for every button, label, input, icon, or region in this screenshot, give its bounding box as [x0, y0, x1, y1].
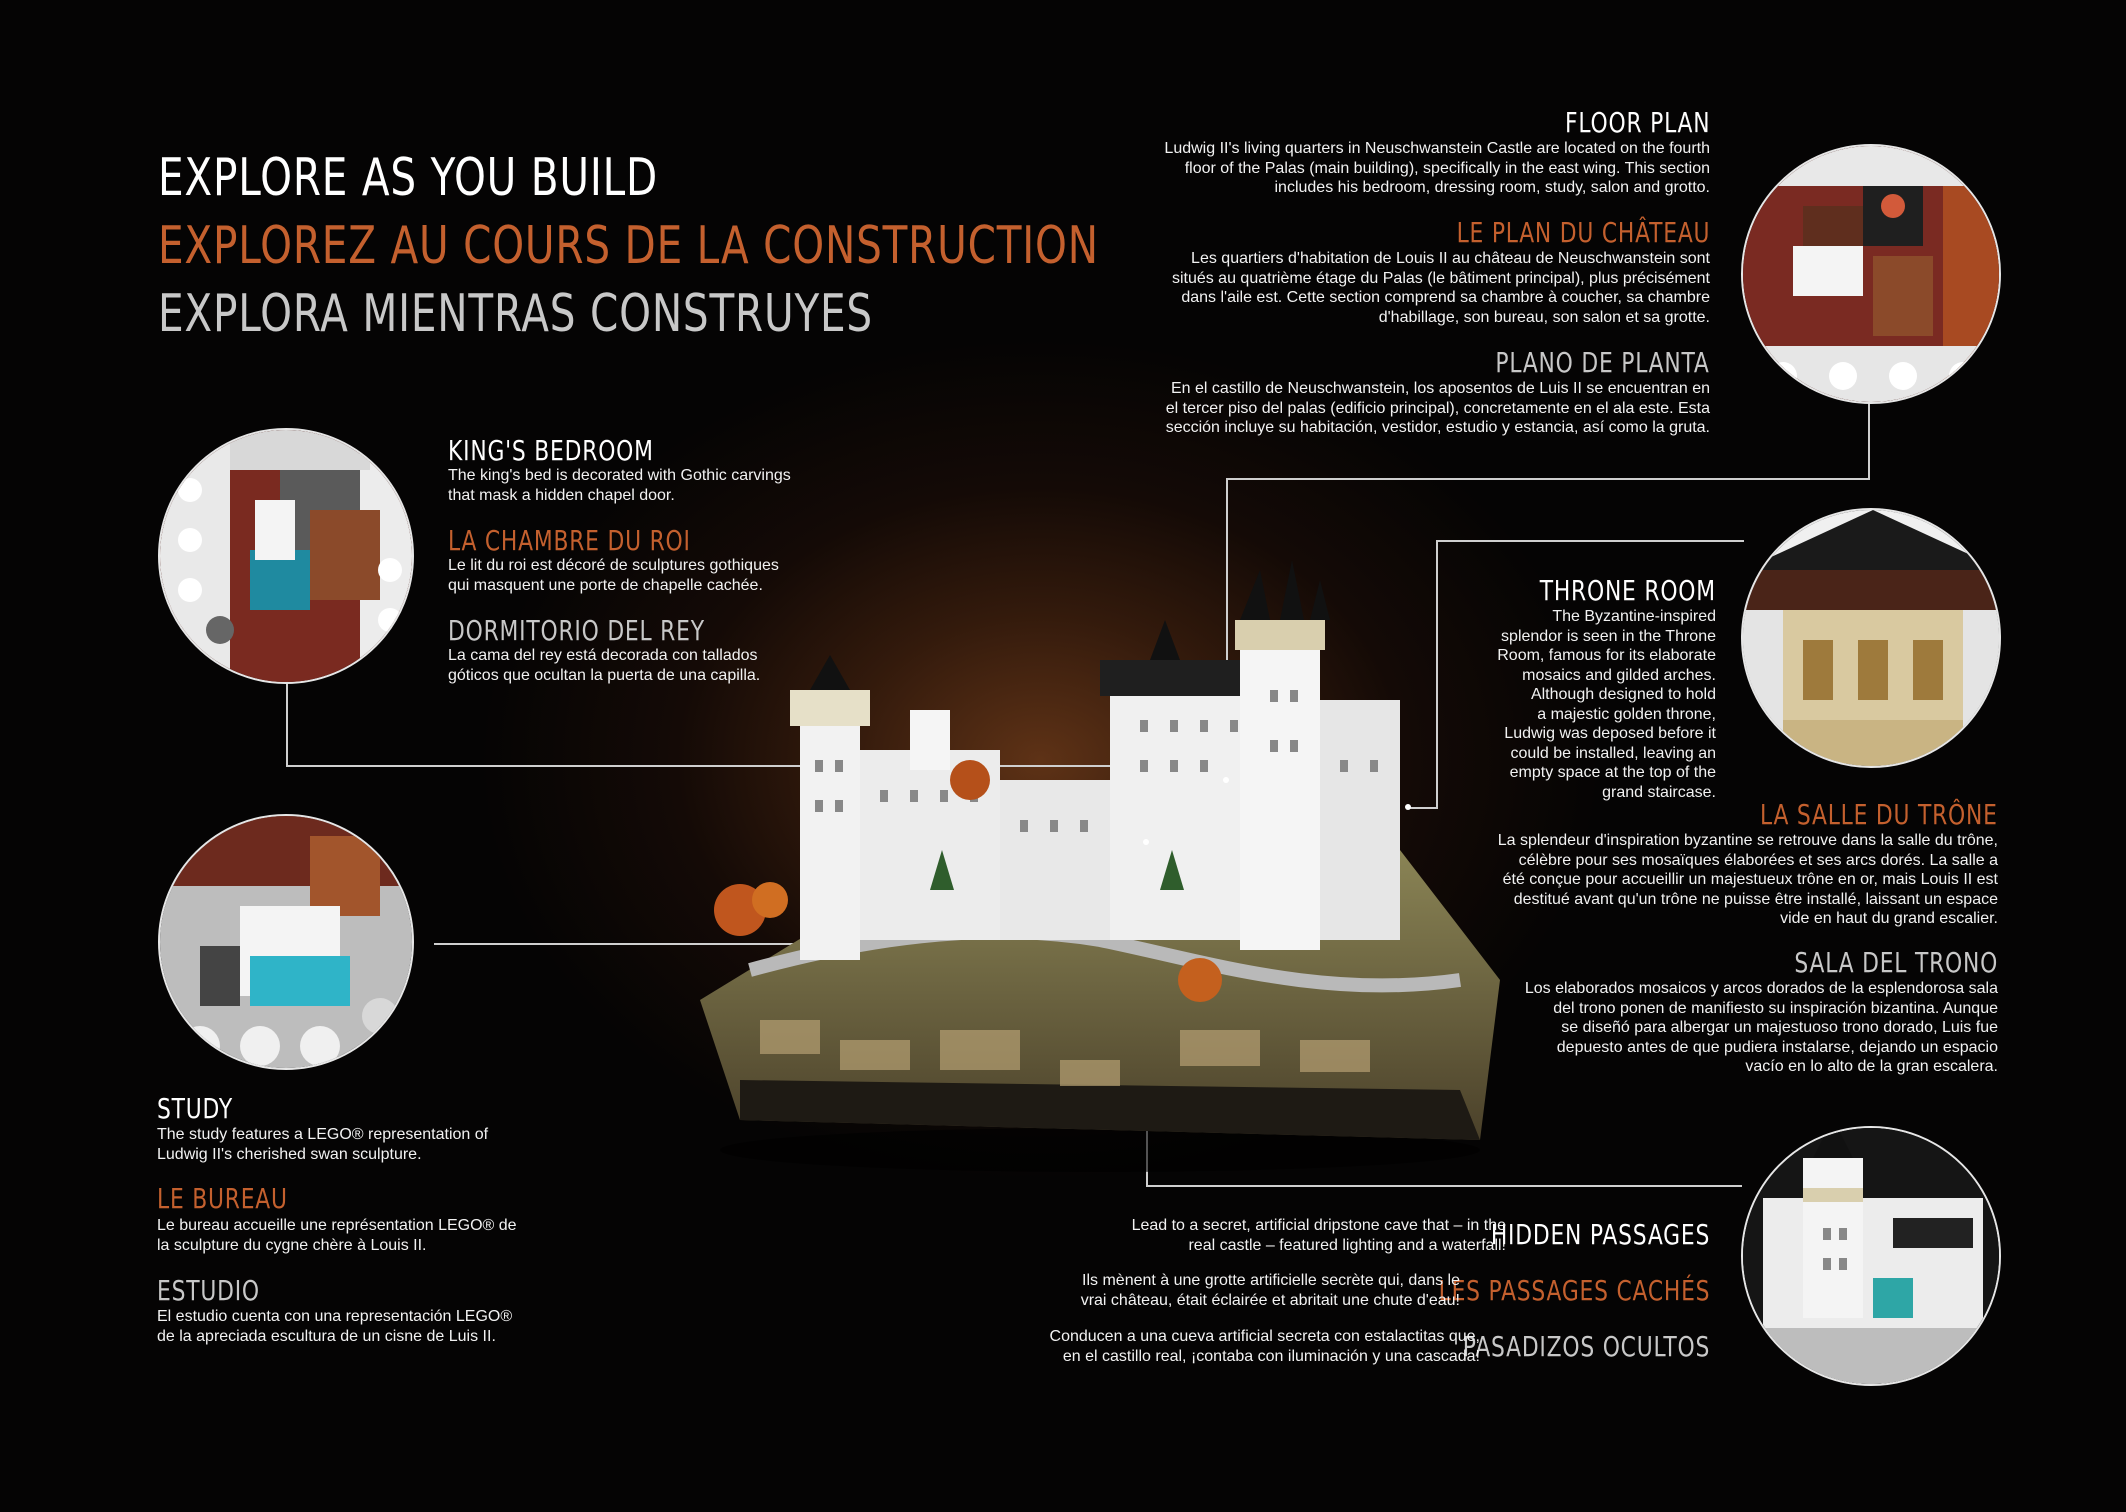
throne-room-title-fr: LA SALLE DU TRÔNE: [1760, 798, 1998, 831]
throne-room-photo: [1741, 508, 2001, 768]
throne-room-title-en: THRONE ROOM: [1539, 574, 1716, 607]
text-line: Ludwig II's living quarters in Neuschwanstein Castle are located on the fourth: [1164, 140, 1710, 157]
hidden-passages-photo: [1741, 1126, 2001, 1386]
text-line: été conçue pour accueillir un majestueux trône en or, mais Louis II est: [1502, 871, 1998, 888]
text-line: Le lit du roi est décoré de sculptures gothiques: [448, 557, 779, 574]
text-line: sección incluye su habitación, vestidor, estudio y estancia, así como la gruta.: [1165, 419, 1710, 436]
text-line: Conducen a una cueva artificial secreta con estalactitas que,: [1049, 1328, 1480, 1345]
floor-plan-title-fr: LE PLAN DU CHÂTEAU: [1456, 216, 1710, 249]
throne-room-text-es: [1398, 979, 1998, 1077]
text-line: The Byzantine-inspired: [1552, 608, 1716, 625]
text-line: Room, famous for its elaborate: [1497, 647, 1716, 664]
floor-plan-text-en: [1070, 139, 1710, 198]
kings-bedroom-text-es: [448, 646, 868, 685]
hidden-passages-title-en: HIDDEN PASSAGES: [1490, 1218, 1710, 1251]
text-line: de la apreciada escultura de un cisne de Luis II.: [157, 1327, 496, 1345]
text-line: could be installed, leaving an: [1510, 744, 1716, 762]
page-title-fr: EXPLOREZ AU COURS DE LA CONSTRUCTION: [158, 216, 1099, 276]
text-line: Ludwig II's cherished swan sculpture.: [157, 1145, 422, 1163]
throne-room-text-fr: [1398, 831, 1998, 929]
hidden-passages-title-es: PASADIZOS OCULTOS: [1462, 1330, 1710, 1363]
text-line: splendor is seen in the Throne: [1501, 627, 1716, 645]
text-line: en el castillo real, ¡contaba con iluminación y una cascada!: [1062, 1347, 1480, 1365]
text-line: empty space at the top of the: [1509, 764, 1716, 781]
text-line: La cama del rey está decorada con tallados: [448, 647, 758, 664]
anchor-dot-throne: [1405, 804, 1411, 810]
connector-hidden-h: [1146, 1185, 1742, 1187]
kings-bedroom-text-en: [448, 466, 868, 505]
text-line: góticos que ocultan la puerta de una capilla.: [448, 666, 761, 684]
text-line: real castle – featured lighting and a waterfall!: [1188, 1236, 1506, 1254]
text-line: El estudio cuenta con una representación LEGO®: [157, 1308, 513, 1325]
text-line: mosaics and gilded arches.: [1522, 666, 1716, 684]
study-text-en: [157, 1125, 577, 1164]
text-line: qui masquent une porte de chapelle cachée.: [448, 576, 763, 594]
text-line: vrai château, était éclairée et abritait une chute d'eau!: [1080, 1291, 1460, 1309]
text-line: Lead to a secret, artificial dripstone cave that – in the: [1131, 1217, 1506, 1234]
text-line: Le bureau accueille une représentation LEGO® de: [157, 1217, 517, 1234]
kings-bedroom-title-es: DORMITORIO DEL REY: [448, 614, 705, 647]
text-line: Los elaborados mosaicos y arcos dorados de la esplendorosa sala: [1524, 980, 1998, 997]
text-line: The study features a LEGO® representation of: [157, 1126, 489, 1143]
study-title-fr: LE BUREAU: [157, 1182, 288, 1215]
text-line: Les quartiers d'habitation de Louis II au château de Neuschwanstein sont: [1191, 250, 1710, 267]
floor-plan-text-fr: [1070, 249, 1710, 327]
text-line: that mask a hidden chapel door.: [448, 486, 675, 504]
text-line: La splendeur d'inspiration byzantine se retrouve dans la salle du trône,: [1497, 832, 1998, 849]
throne-room-text-en: [1436, 607, 1716, 802]
hidden-passages-text-en: [1006, 1216, 1506, 1255]
hidden-passages-text-es: [960, 1327, 1480, 1366]
study-title-en: STUDY: [157, 1092, 234, 1125]
floor-plan-text-es: [1070, 379, 1710, 438]
kings-bedroom-text-fr: [448, 556, 868, 595]
text-line: destitué avant qu'un trône ne puisse être installé, laissant un espace: [1513, 890, 1998, 908]
study-title-es: ESTUDIO: [157, 1274, 260, 1307]
text-line: dans l'aile est. Cette section comprend sa chambre à coucher, sa chambre: [1181, 289, 1710, 306]
text-line: floor of the Palas (main building), specifically in the east wing. This section: [1184, 159, 1710, 177]
page-title-en: EXPLORE AS YOU BUILD: [158, 148, 659, 208]
study-text-es: [157, 1307, 577, 1346]
floor-plan-title-es: PLANO DE PLANTA: [1495, 346, 1710, 379]
floor-plan-photo: [1741, 144, 2001, 404]
study-photo: [158, 814, 414, 1070]
text-line: a majestic golden throne,: [1537, 705, 1716, 723]
kings-bedroom-title-en: KING'S BEDROOM: [448, 434, 654, 467]
connector-throne-h: [1436, 540, 1744, 542]
connector-floorplan-h: [1226, 478, 1870, 480]
anchor-dot-hidden: [1143, 839, 1149, 845]
text-line: del trono ponen de manifiesto su inspiración bizantina. Aunque: [1553, 999, 1998, 1017]
text-line: vide en haut du grand escalier.: [1780, 910, 1998, 927]
text-line: vacío en lo alto de la gran escalera.: [1745, 1058, 1998, 1075]
text-line: En el castillo de Neuschwanstein, los aposentos de Luis II se encuentran en: [1171, 380, 1710, 397]
text-line: se diseñó para albergar un majestuoso trono dorado, Luis fue: [1561, 1019, 1998, 1036]
text-line: la sculpture du cygne chère à Louis II.: [157, 1236, 427, 1254]
study-text-fr: [157, 1216, 577, 1255]
connector-floorplan-vr: [1868, 400, 1870, 480]
floor-plan-title-en: FLOOR PLAN: [1564, 106, 1710, 139]
text-line: The king's bed is decorated with Gothic carvings: [448, 467, 791, 484]
text-line: includes his bedroom, dressing room, study, salon and grotto.: [1274, 179, 1710, 196]
throne-room-title-es: SALA DEL TRONO: [1794, 946, 1998, 979]
anchor-dot-floorplan: [1223, 777, 1229, 783]
text-line: Ludwig was deposed before it: [1504, 725, 1716, 742]
text-line: situés au quatrième étage du Palas (le bâtiment principal), plus précisément: [1171, 269, 1710, 287]
text-line: Ils mènent à une grotte artificielle secrète qui, dans le: [1082, 1272, 1460, 1289]
text-line: célèbre pour ses mosaïques élaborées et ses arcs dorés. La salle a: [1518, 851, 1998, 869]
kings-bedroom-photo: [158, 428, 414, 684]
kings-bedroom-title-fr: LA CHAMBRE DU ROI: [448, 524, 691, 557]
text-line: el tercer piso del palas (edificio principal), concretamente en el ala este. Esta: [1165, 399, 1710, 417]
text-line: Although designed to hold: [1530, 686, 1716, 703]
text-line: d'habillage, son bureau, son salon et sa grotte.: [1378, 308, 1710, 326]
hidden-passages-text-fr: [960, 1271, 1460, 1310]
text-line: depuesto antes de que pudiera instalarse, dejando un espacio: [1556, 1038, 1998, 1056]
hidden-passages-title-fr: LES PASSAGES CACHÉS: [1438, 1274, 1710, 1307]
page-title-es: EXPLORA MIENTRAS CONSTRUYES: [158, 284, 873, 344]
text-line: grand staircase.: [1602, 783, 1716, 801]
